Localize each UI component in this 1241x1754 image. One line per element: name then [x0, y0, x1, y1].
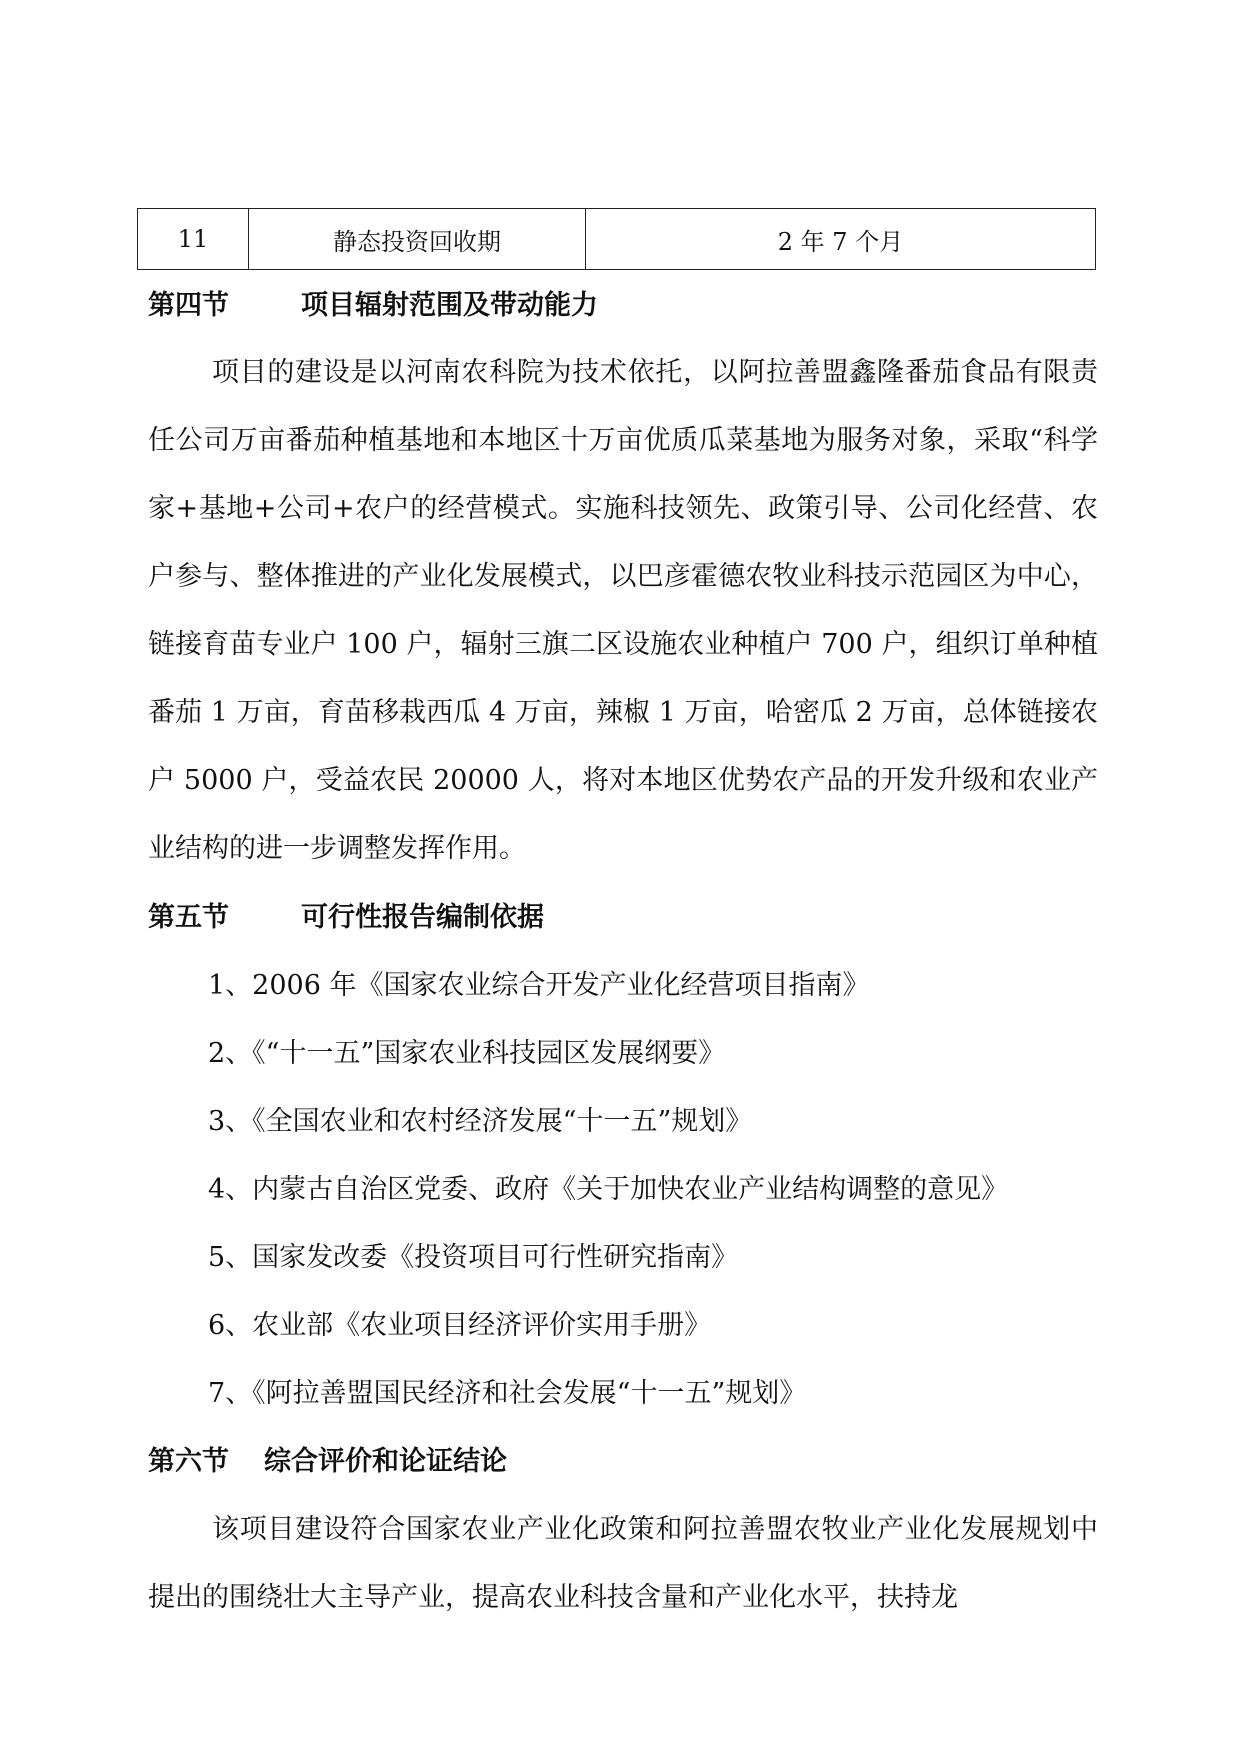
table-row [138, 209, 1096, 270]
reference-item: 1、2006 年《国家农业综合开发产业化经营项目指南》 [208, 970, 870, 1001]
reference-item: 3、《全国农业和农村经济发展“十一五”规划》 [208, 1106, 753, 1137]
section-5-number: 第五节 [148, 902, 229, 933]
section-6-paragraph: 该项目建设符合国家农业产业化政策和阿拉善盟农牧业产业化发展规划中提出的围绕壮大主导产业，提高农业科技含量和产业化水平，扶持龙 [148, 1514, 1098, 1613]
section-4-number: 第四节 [148, 290, 229, 321]
section-4-title: 项目辐射范围及带动能力 [301, 290, 598, 321]
reference-item: 2、《“十一五”国家农业科技园区发展纲要》 [208, 1038, 726, 1069]
section-5-heading [148, 900, 544, 936]
section-6-number: 第六节 [148, 1446, 229, 1477]
section-4-paragraph: 项目的建设是以河南农科院为技术依托，以阿拉善盟鑫隆番茄食品有限责任公司万亩番茄种植基地和本地区十万亩优质瓜菜基地为服务对象，采取“科学家+基地+公司+农户的经营模式。实施科技领先、政策引导、公司化经营、农户参与、整体推进的产业化发展模式，以巴彦霍德农牧业科技示范园区为中心，链接育苗专业户 100 户，辐射三旗二区设施农业种植户 700 户，组织订单种植番茄 1 万亩，育苗移栽西瓜 4 万亩，辣椒 1 万亩，哈密瓜 2 万亩，总体链接农户 5000 户，受益农民 20000 人，将对本地区优势农产品的开发升级和农业产业结构的进一步调整发挥作用。 [148, 357, 1098, 864]
section-6-title: 综合评价和论证结论 [264, 1446, 507, 1477]
indicator-table [137, 208, 1096, 270]
reference-item: 5、国家发改委《投资项目可行性研究指南》 [208, 1242, 739, 1273]
section-5-title: 可行性报告编制依据 [301, 902, 544, 933]
row-index-cell: 11 [138, 209, 249, 270]
reference-item: 7、《阿拉善盟国民经济和社会发展“十一五”规划》 [208, 1378, 807, 1409]
row-value-cell: 2 年 7 个月 [586, 209, 1096, 270]
reference-item: 6、农业部《农业项目经济评价实用手册》 [208, 1310, 712, 1341]
section-6-heading [148, 1444, 507, 1480]
reference-item: 4、内蒙古自治区党委、政府《关于加快农业产业结构调整的意见》 [208, 1174, 1009, 1205]
row-item-cell: 静态投资回收期 [249, 209, 586, 270]
section-4-heading [148, 288, 598, 324]
